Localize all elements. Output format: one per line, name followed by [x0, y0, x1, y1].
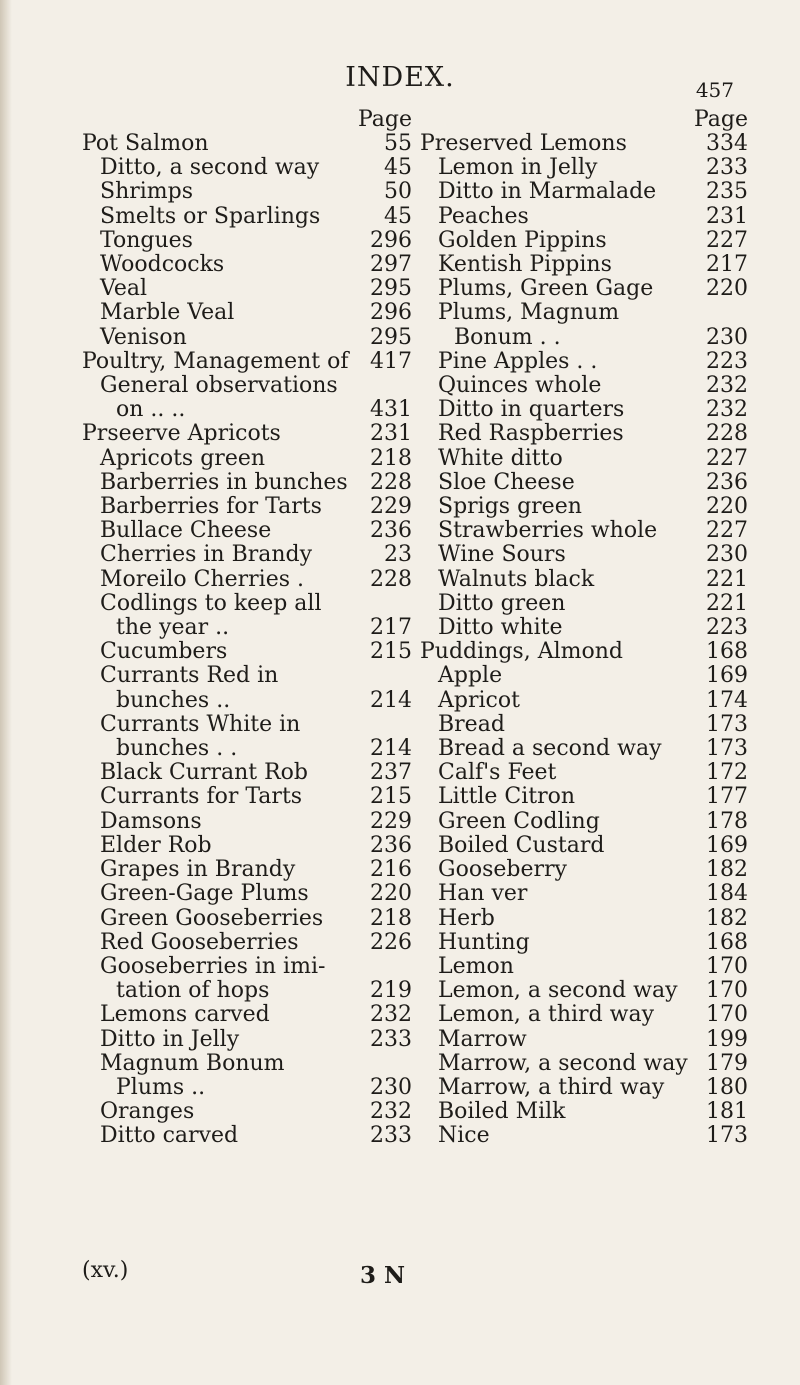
entry-name: Red Gooseberries [100, 929, 299, 955]
index-entry [82, 931, 412, 955]
entry-page: 168 [706, 639, 748, 665]
index-entry [420, 907, 748, 931]
index-entry [420, 592, 748, 616]
index-entry [420, 1124, 748, 1148]
entry-name: Lemon, a second way [438, 978, 678, 1004]
entry-name: Marrow, a third way [438, 1074, 665, 1100]
index-entry [82, 689, 412, 713]
entry-page: 168 [706, 929, 748, 955]
entry-page: 23 [384, 542, 412, 568]
entry-name: Barberries in bunches [100, 469, 348, 495]
entry-name: Marble Veal [100, 300, 235, 326]
index-entry [82, 907, 412, 931]
index-entry [420, 834, 748, 858]
index-entry [82, 519, 412, 543]
entry-page: 215 [370, 639, 412, 665]
index-entry [82, 834, 412, 858]
index-entry [420, 180, 748, 204]
index-entry [82, 350, 412, 374]
entry-page: 172 [706, 760, 748, 786]
entry-page: 296 [370, 227, 412, 253]
index-entry [420, 471, 748, 495]
entry-name: Prseerve Apricots [82, 421, 281, 447]
index-entry [420, 1028, 748, 1052]
entry-page: 236 [370, 518, 412, 544]
entry-name: Cherries in Brandy [100, 542, 313, 568]
entry-name: Quinces whole [438, 373, 602, 399]
index-entry [420, 374, 748, 398]
index-entry [420, 326, 748, 350]
entry-page: 227 [706, 227, 748, 253]
entry-name: Herb [438, 905, 495, 931]
entry-page: 220 [706, 494, 748, 520]
entry-name: Strawberries whole [438, 518, 658, 544]
index-entry [420, 640, 748, 664]
index-entry [420, 132, 748, 156]
entry-page: 174 [706, 687, 748, 713]
index-entry [82, 229, 412, 253]
entry-page: 221 [706, 566, 748, 592]
entry-name: Codlings to keep all [100, 590, 322, 616]
entry-page: 180 [706, 1074, 748, 1100]
entry-name: General observations [100, 373, 338, 399]
entry-name: Marrow [438, 1026, 527, 1052]
entry-page: 219 [370, 978, 412, 1004]
entry-name: Marrow, a second way [438, 1050, 688, 1076]
index-entry [82, 277, 412, 301]
entry-name: Black Currant Rob [100, 760, 309, 786]
entry-page: 45 [384, 155, 412, 181]
entry-page: 177 [706, 784, 748, 810]
entry-page: 169 [706, 663, 748, 689]
entry-page: 217 [370, 615, 412, 641]
entry-name: White ditto [438, 445, 563, 471]
entry-page: 170 [706, 1002, 748, 1028]
index-entry [420, 422, 748, 446]
entry-name: Ditto green [438, 590, 566, 616]
entry-page: 334 [706, 131, 748, 156]
index-entry [420, 979, 748, 1003]
index-entry [420, 568, 748, 592]
entry-name: Puddings, Almond [420, 639, 623, 665]
entry-name: Green Codling [438, 808, 600, 834]
entry-page: 233 [370, 1123, 412, 1149]
entry-page: 217 [706, 252, 748, 278]
entry-page: 237 [370, 760, 412, 786]
entry-name: tation of hops [116, 978, 270, 1004]
entry-page: 220 [370, 881, 412, 907]
index-entry [82, 471, 412, 495]
index-entry [82, 205, 412, 229]
index-entries-right [420, 132, 748, 1149]
index-entry [420, 1003, 748, 1027]
entry-page: 236 [706, 469, 748, 495]
index-entry [82, 1052, 412, 1076]
entry-page: 223 [706, 615, 748, 641]
index-entry [420, 543, 748, 567]
entry-name: Gooseberry [438, 857, 567, 883]
index-entry [82, 543, 412, 567]
entry-page: 233 [706, 155, 748, 181]
entry-name: Plums, Magnum [438, 300, 620, 326]
entry-name: Ditto in quarters [438, 397, 625, 423]
entry-page: 232 [706, 373, 748, 399]
entry-name: Elder Rob [100, 832, 212, 858]
entry-page: 169 [706, 832, 748, 858]
index-entry [82, 713, 412, 737]
entry-page: 227 [706, 445, 748, 471]
entry-page: 228 [706, 421, 748, 447]
index-entry [82, 1028, 412, 1052]
entry-page: 228 [370, 566, 412, 592]
index-entry [420, 785, 748, 809]
entry-page: 223 [706, 348, 748, 374]
entry-name: Bread a second way [438, 736, 662, 762]
index-entry [82, 301, 412, 325]
entry-page: 295 [370, 324, 412, 350]
index-entry [420, 519, 748, 543]
entry-page: 227 [706, 518, 748, 544]
entry-page: 55 [384, 131, 412, 156]
entry-page: 295 [370, 276, 412, 302]
index-entry [82, 882, 412, 906]
entry-name: Peaches [438, 203, 529, 229]
entry-name: Plums, Green Gage [438, 276, 654, 302]
index-entry [82, 326, 412, 350]
entry-name: Boiled Milk [438, 1099, 566, 1125]
index-entry [82, 156, 412, 180]
entry-name: Boiled Custard [438, 832, 605, 858]
entry-name: Damsons [100, 808, 202, 834]
entry-page: 178 [706, 808, 748, 834]
entry-page: 228 [370, 469, 412, 495]
entry-name: on .. .. [116, 397, 186, 423]
entry-name: Bonum . . [454, 324, 561, 350]
entry-name: Sprigs green [438, 494, 582, 520]
entry-name: Apricots green [100, 445, 266, 471]
signature-mark: (xv.) [82, 1258, 129, 1283]
entry-name: Gooseberries in imi- [100, 953, 326, 979]
index-entry [420, 882, 748, 906]
index-entry [420, 447, 748, 471]
entry-page: 218 [370, 445, 412, 471]
entry-page: 230 [706, 542, 748, 568]
index-entry [420, 931, 748, 955]
index-entry [82, 979, 412, 1003]
index-entry [420, 1076, 748, 1100]
index-entry [82, 253, 412, 277]
index-entry [420, 398, 748, 422]
index-entry [82, 180, 412, 204]
entry-name: Golden Pippins [438, 227, 607, 253]
index-entry [82, 1100, 412, 1124]
entry-page: 182 [706, 857, 748, 883]
entry-page: 179 [706, 1050, 748, 1076]
index-entry [82, 374, 412, 398]
entry-name: Bread [438, 711, 505, 737]
index-entry [420, 495, 748, 519]
entry-page: 214 [370, 687, 412, 713]
index-entry [82, 640, 412, 664]
index-entry [420, 277, 748, 301]
entry-name: Apple [438, 663, 503, 689]
page-binding-edge [0, 0, 12, 1385]
entry-name: Ditto carved [100, 1123, 239, 1149]
entry-page: 173 [706, 711, 748, 737]
entry-name: Ditto, a second way [100, 155, 320, 181]
entry-name: Lemon in Jelly [438, 155, 598, 181]
gathering-mark: 3 N [360, 1262, 406, 1289]
entry-page: 235 [706, 179, 748, 205]
entry-name: Plums .. [116, 1074, 206, 1100]
entry-page: 173 [706, 736, 748, 762]
entry-name: Grapes in Brandy [100, 857, 296, 883]
entry-name: Han ver [438, 881, 528, 907]
entry-page: 232 [706, 397, 748, 423]
entry-name: Lemons carved [100, 1002, 270, 1028]
entry-name: Preserved Lemons [420, 131, 627, 156]
entry-name: Barberries for Tarts [100, 494, 322, 520]
entry-name: Tongues [100, 227, 193, 253]
entry-name: bunches . . [116, 736, 238, 762]
index-entry [420, 955, 748, 979]
entry-name: Currants White in [100, 711, 301, 737]
entry-name: Green Gooseberries [100, 905, 324, 931]
entry-page: 236 [370, 832, 412, 858]
index-entry [420, 350, 748, 374]
index-column-left [82, 108, 412, 1149]
index-entry [420, 1052, 748, 1076]
index-entry [82, 785, 412, 809]
index-entry [82, 664, 412, 688]
entry-name: Ditto white [438, 615, 563, 641]
entry-name: Lemon, a third way [438, 1002, 655, 1028]
index-column-right [420, 108, 748, 1149]
index-entry [420, 713, 748, 737]
entry-name: Green-Gage Plums [100, 881, 309, 907]
entry-page: 297 [370, 252, 412, 278]
entry-name: Currants for Tarts [100, 784, 303, 810]
page-title: INDEX. [345, 62, 455, 93]
index-entry [420, 205, 748, 229]
entry-name: Wine Sours [438, 542, 566, 568]
entry-name: Oranges [100, 1099, 195, 1125]
entry-page: 231 [370, 421, 412, 447]
entry-page: 417 [370, 348, 412, 374]
index-entry [82, 858, 412, 882]
entry-page: 216 [370, 857, 412, 883]
index-entry [420, 737, 748, 761]
entry-name: Lemon [438, 953, 514, 979]
entry-page: 231 [706, 203, 748, 229]
entry-page: 218 [370, 905, 412, 931]
entry-name: Venison [100, 324, 187, 350]
index-entry [420, 664, 748, 688]
entry-name: Currants Red in [100, 663, 279, 689]
entry-page: 229 [370, 808, 412, 834]
entry-name: Ditto in Marmalade [438, 179, 657, 205]
entry-page: 230 [706, 324, 748, 350]
entry-page: 45 [384, 203, 412, 229]
entry-page: 170 [706, 978, 748, 1004]
entry-page: 220 [706, 276, 748, 302]
entry-page: 184 [706, 881, 748, 907]
entry-name: Walnuts black [438, 566, 595, 592]
entry-name: Bullace Cheese [100, 518, 272, 544]
entry-page: 226 [370, 929, 412, 955]
index-entry [82, 495, 412, 519]
index-entry [420, 301, 748, 325]
index-entry [82, 568, 412, 592]
entry-page: 199 [706, 1026, 748, 1052]
entry-name: Cucumbers [100, 639, 228, 665]
entry-name: Calf's Feet [438, 760, 557, 786]
entry-page: 181 [706, 1099, 748, 1125]
index-entry [420, 229, 748, 253]
entry-page: 221 [706, 590, 748, 616]
index-entry [82, 1076, 412, 1100]
index-entry [82, 761, 412, 785]
entry-name: Magnum Bonum [100, 1050, 285, 1076]
index-entry [82, 398, 412, 422]
entry-name: Kentish Pippins [438, 252, 612, 278]
index-entry [420, 810, 748, 834]
entry-name: bunches .. [116, 687, 231, 713]
index-entry [82, 955, 412, 979]
entry-page: 215 [370, 784, 412, 810]
entry-page: 233 [370, 1026, 412, 1052]
entry-name: Little Citron [438, 784, 576, 810]
index-entry [82, 422, 412, 446]
entry-name: Apricot [438, 687, 520, 713]
entry-page: 170 [706, 953, 748, 979]
index-entry [420, 689, 748, 713]
entry-name: Woodcocks [100, 252, 225, 278]
index-entry [420, 156, 748, 180]
entry-page: 214 [370, 736, 412, 762]
index-entry [420, 1100, 748, 1124]
index-entry [420, 858, 748, 882]
entry-page: 431 [370, 397, 412, 423]
index-entry [82, 447, 412, 471]
entry-page: 182 [706, 905, 748, 931]
entry-name: Pine Apples . . [438, 348, 598, 374]
index-entries-left [82, 132, 412, 1149]
entry-page: 229 [370, 494, 412, 520]
index-entry [420, 761, 748, 785]
entry-name: Poultry, Management of [82, 348, 349, 374]
entry-page: 50 [384, 179, 412, 205]
entry-page: 173 [706, 1123, 748, 1149]
entry-name: Moreilo Cherries . [100, 566, 305, 592]
index-entry [82, 132, 412, 156]
page-column-label: Page [693, 107, 748, 132]
entry-name: Sloe Cheese [438, 469, 575, 495]
index-entry [82, 1003, 412, 1027]
entry-page: 230 [370, 1074, 412, 1100]
entry-name: Veal [100, 276, 148, 302]
entry-name: Shrimps [100, 179, 194, 205]
entry-name: the year .. [116, 615, 230, 641]
entry-page: 296 [370, 300, 412, 326]
entry-name: Ditto in Jelly [100, 1026, 240, 1052]
index-entry [420, 253, 748, 277]
entry-name: Pot Salmon [82, 131, 209, 156]
entry-name: Red Raspberries [438, 421, 624, 447]
page-column-label: Page [357, 107, 412, 132]
entry-page: 232 [370, 1099, 412, 1125]
index-entry [82, 1124, 412, 1148]
page-number: 457 [695, 78, 734, 102]
index-entry [82, 616, 412, 640]
index-entry [82, 810, 412, 834]
index-entry [420, 616, 748, 640]
entry-name: Smelts or Sparlings [100, 203, 321, 229]
entry-name: Hunting [438, 929, 530, 955]
index-entry [82, 737, 412, 761]
entry-name: Nice [438, 1123, 490, 1149]
index-entry [82, 592, 412, 616]
entry-page: 232 [370, 1002, 412, 1028]
